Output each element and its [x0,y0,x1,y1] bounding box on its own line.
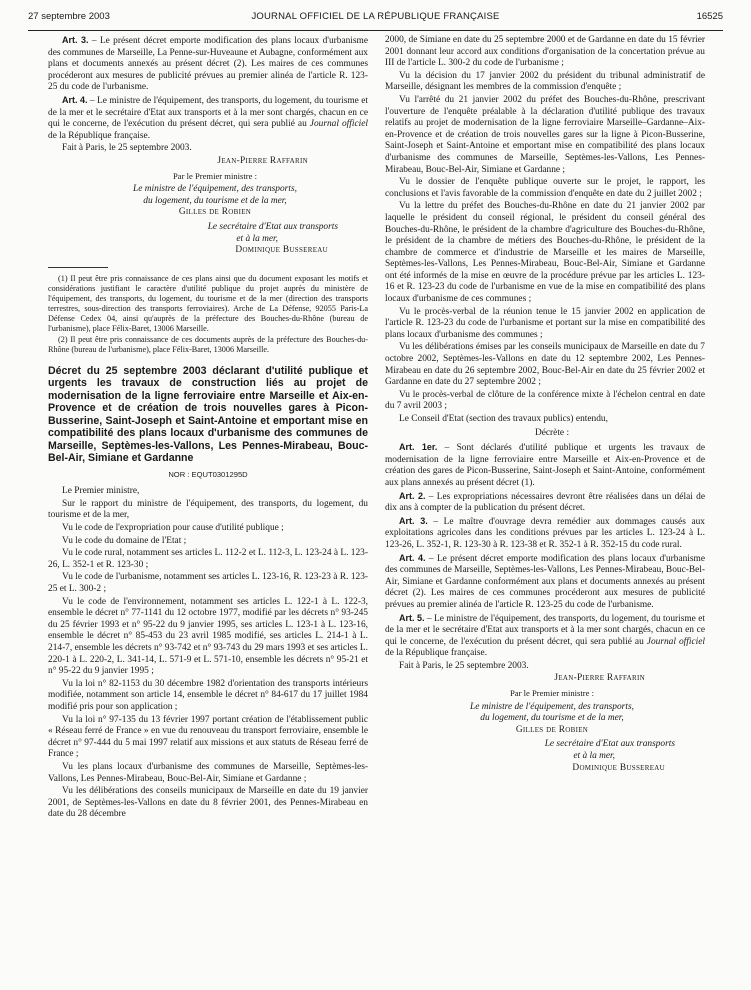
paragraph: Vu l'arrêté du 21 janvier 2002 du préfet des Bouches-du-Rhône, prescrivant l'ouverture de l'enquête préalable à la déclaration d'utilité publique des travaux relatifs au projet de modernisation de la ligne ferroviaire Marseille–Gardanne–Aix-en-Provence et de création de trois nouvelles gares sur la ligne à Picon-Busserine, Saint-Joseph et Saint-Antoine et emportant mise en compatibilité des plans locaux d'urbanisme des communes de Marseille, Septèmes-les-Vallons, Les Pennes-Mirabeau, Bouc-Bel-Air, Simiane et Gardanne ; [385,94,705,175]
signature-secretary: Dominique Bussereau [572,762,665,773]
right-column [385,35,705,777]
minister-title-line1: Le ministre de l'équipement, des transports, [470,701,634,712]
article-label: Art. 3. [62,35,89,45]
signature-minister: Gilles de Robien [515,724,589,735]
paragraph: Vu le dossier de l'enquête publique ouverte sur le projet, le rapport, les conclusions et l'avis favorable de la commission d'enquête en date du 2 juillet 2002 ; [385,177,705,199]
footnote-1: (1) Il peut être pris connaissance de ces plans ainsi que du document exposant les motifs et considérations justifiant le caractère d'utilité publique du projet auprès du ministère de l'équipement, des transports, du logement, du tourisme et de la mer (direction des transports terrestres, sous-direction des transports ferroviaires). Arche de La Défense, 92055 Paris-La Défense Cedex 04, ainsi qu'auprès de la préfecture des Bouches-du-Rhône (bureau de l'urbanisme), place Félix-Baret, 13006 Marseille. [48,273,368,333]
article-2: Art. 2. – Les expropriations nécessaires devront être réalisées dans un délai de dix ans à compter de la publication du présent décret. [385,490,705,514]
par-le-premier-ministre: Par le Premier ministre : [509,688,594,699]
minister-title-line2: du logement, du tourisme et de la mer, [143,195,287,206]
paragraph: Vu le code du domaine de l'Etat ; [62,535,187,546]
secretary-title-line2: et à la mer, [236,233,278,244]
minister-title-line1: Le ministre de l'équipement, des transports, [133,184,297,195]
signature-minister: Gilles de Robien [178,207,252,218]
article-4: Art. 4. – Le présent décret emporte modification des plans locaux d'urbanisme des communes de Marseille, Septèmes-les-Vallons, Les Pennes-Mirabeau, Bouc-Bel-Air, Simiane et Gardanne conformément aux plans et documents annexés au présent décret (2). Les maires de ces communes procéderont aux mesures de publicité prévues au premier alinéa de l'article R. 123-25 du code de l'urbanisme. [385,552,705,610]
header-date: 27 septembre 2003 [28,11,110,22]
paragraph: Vu la loi n° 97-135 du 13 février 1997 portant création de l'établissement public « Réseau ferré de France » en vue du renouveau du transport ferroviaire, ensemble le décret n° 97-444 du 5 mai 1997 relatif aux missions et aux statuts de Réseau ferré de France ; [48,714,368,760]
article-label: Art. 4. [62,94,88,105]
paragraph: Vu le code rural, notamment ses articles L. 112-2 et L. 112-3, L. 123-24 à L. 123-26, L. 352-1 et R. 123-30 ; [48,548,368,570]
article-label: Art. 4. [399,552,426,563]
article-1: Art. 1er. – Sont déclarés d'utilité publique et urgents les travaux de modernisation de la ligne ferroviaire entre Marseille et Aix-en-Provence et de création des gares de Picon-Busserine, Saint-Joseph et Saint-Antoine, conformément aux plans annexés au présent décret (1). [385,442,705,488]
left-column [48,35,368,822]
header-journal-title: JOURNAL OFFICIEL DE LA RÉPUBLIQUE FRANÇAISE [251,11,500,22]
paragraph: Vu le procès-verbal de la réunion tenue le 15 janvier 2002 en application de l'article R. 123-23 du code de l'urbanisme et portant sur la mise en compatibilité des plans locaux d'urbanisme des communes ; [385,306,705,340]
par-le-premier-ministre: Par le Premier ministre : [172,170,257,181]
signature-prime-minister: Jean-Pierre Raffarin [554,673,645,684]
minister-title-line2: du logement, du tourisme et de la mer, [480,713,624,724]
paragraph: Vu la lettre du préfet des Bouches-du-Rhône en date du 21 janvier 2002 par laquelle le président du conseil régional, le président du conseil général des Bouches-du-Rhône, le président de la chambre d'agriculture des Bouches-du-Rhône, le président de la chambre de métiers des Bouches-du-Rhône, le président de la chambre de commerce et d'industrie de Marseille et les maires de Marseille, Septèmes-les-Vallons, Les Pennes-Mirabeau, Bouc-Bel-Air, Simiane et Gardanne ont été informés de la mise en œuvre de la procédure prévue par les articles L. 123-16 et R. 123-23 du code de l'urbanisme en vue de la mise en compatibilité des plans locaux d'urbanisme de ces communes ; [385,201,705,305]
decrete-heading: Décrète : [534,427,570,438]
paragraph: Vu le code de l'urbanisme, notamment ses articles L. 123-16, R. 123-23 à R. 123-25 et L. 300-2 ; [48,572,368,595]
paragraph: Vu les plans locaux d'urbanisme des communes de Marseille, Septèmes-les-Vallons, Les Pennes-Mirabeau, Bouc-Bel-Air, Simiane et Gardanne ; [48,761,368,784]
fait-a-paris: Fait à Paris, le 25 septembre 2003. [62,143,192,154]
article-label: Art. 2. [399,490,426,501]
paragraph: Vu les délibérations des conseils municipaux de Marseille en date du 19 janvier 2001, de Septèmes-les-Vallons en date du 8 février 2001, des Pennes-Mirabeau en date du 28 décembre [48,786,368,820]
footnote-divider [48,267,108,268]
paragraph: Vu les délibérations émises par les conseils municipaux de Marseille en date du 7 octobre 2002, Septèmes-les-Vallons en date du 12 septembre 2002, Les Pennes-Mirabeau en date du 26 septembre 2002, Bouc-Bel-Air en date du 25 février 2002 et Gardanne en date du 27 septembre 2002 ; [385,342,705,388]
footnote-2: (2) Il peut être pris connaissance de ces documents auprès de la préfecture des Bouches-du-Rhône (bureau de l'urbanisme), place Félix-Baret, 13006 Marseille. [48,334,368,354]
article-5: Art. 5. – Le ministre de l'équipement, des transports, du logement, du tourisme et de la mer et le secrétaire d'Etat aux transports et à la mer sont chargés, chacun en ce qui le concerne, de l'exécution du présent décret, qui sera publié au Journal officiel de la République française. [385,612,705,659]
secretary-title-line1: Le secrétaire d'Etat aux transports [544,739,675,750]
paragraph: Sur le rapport du ministre de l'équipement, des transports, du logement, du tourisme et de la mer, [48,498,368,521]
article-3: Art. 3. – Le maître d'ouvrage devra remédier aux dommages causés aux exploitations agricoles dans les conditions prévues par les articles L. 123-24 à L. 123-26, L. 352-1, R. 123-30 à R. 123-38 et R. 352-1 à R. 352-15 du code rural. [385,515,705,550]
nor-reference: NOR : EQUT0301295D [168,469,248,479]
paragraph: Vu le procès-verbal de clôture de la conférence mixte à l'échelon central en date du 7 avril 2003 ; [385,389,705,412]
article-3-prev: Art. 3. – Le présent décret emporte modification des plans locaux d'urbanisme des communes de Marseille, La Penne-sur-Huveaune et Aubagne, conformément aux plans et documents annexés au présent décret (2). Les maires de ces communes procéderont aux mesures de publicité prévues au premier alinéa de l'article R. 123-25 du code de l'urbanisme. [48,35,368,93]
article-4-prev: Art. 4. – Le ministre de l'équipement, des transports, du logement, du tourisme et de la mer et le secrétaire d'Etat aux transports et à la mer sont chargés, chacun en ce qui le concerne, de l'exécution du présent décret, qui sera publié au Journal officiel de la République française. [48,94,368,141]
paragraph: 2000, de Simiane en date du 25 septembre 2000 et de Gardanne en date du 15 février 2001 donnant leur accord aux conditions d'organisation de la concertation prévue au III de l'article L. 300-2 du code de l'urbanisme ; [385,35,705,69]
paragraph: Vu le code de l'environnement, notamment ses articles L. 122-1 à L. 122-3, ensemble le décret n° 77-1141 du 12 octobre 1977, modifié par les décrets n° 93-245 du 25 février 1993 et n° 95-22 du 9 janvier 1995, ses articles L. 123-1 à L. 123-16, ensemble le décret n° 85-453 du 23 avril 1985 modifié, ses articles L. 214-1 à L. 214-7, ensemble les décrets n° 93-742 et n° 93-743 du 29 mars 1993 et ses articles L. 220-1 à L. 220-2, L. 341-14, L. 571-9 et L. 571-10, ensemble les décrets n° 95-21 et n° 95-22 du 9 janvier 1995 ; [48,596,368,677]
paragraph: Vu le code de l'expropriation pour cause d'utilité publique ; [62,523,284,534]
article-label: Art. 5. [399,612,425,623]
secretary-title-line2: et à la mer, [573,751,615,762]
signature-secretary: Dominique Bussereau [235,245,328,256]
paragraph: Vu la loi n° 82-1153 du 30 décembre 1982 d'orientation des transports intérieurs modifiée, notamment son article 14, ensemble le décret n° 84-617 du 17 juillet 1984 modifié pris pour son application ; [48,678,368,712]
signature-prime-minister: Jean-Pierre Raffarin [217,155,308,166]
fait-a-paris: Fait à Paris, le 25 septembre 2003. [399,660,529,671]
paragraph: Le Conseil d'Etat (section des travaux publics) entendu, [399,414,608,424]
decree-title: Décret du 25 septembre 2003 déclarant d'utilité publique et urgents les travaux de construction liés au projet de modernisation de la ligne ferroviaire entre Marseille et Aix-en-Provence et de création de trois nouvelles gares à Picon-Busserine, Saint-Joseph et Saint-Antoine et emportant mise en compatibilité des plans locaux d'urbanisme des communes de Marseille, Septèmes-les-Vallons, Les Pennes-Mirabeau, Bouc-Bel-Air, Simiane et Gardanne [48,364,368,465]
paragraph: Le Premier ministre, [62,486,140,497]
article-label: Art. 3. [399,515,428,526]
header-page-number: 16525 [696,11,723,22]
article-label: Art. 1er. [399,442,438,453]
secretary-title-line1: Le secrétaire d'Etat aux transports [207,221,338,232]
paragraph: Vu la décision du 17 janvier 2002 du président du tribunal administratif de Marseille, désignant les membres de la commission d'enquête ; [385,70,705,93]
page-header [28,8,723,31]
